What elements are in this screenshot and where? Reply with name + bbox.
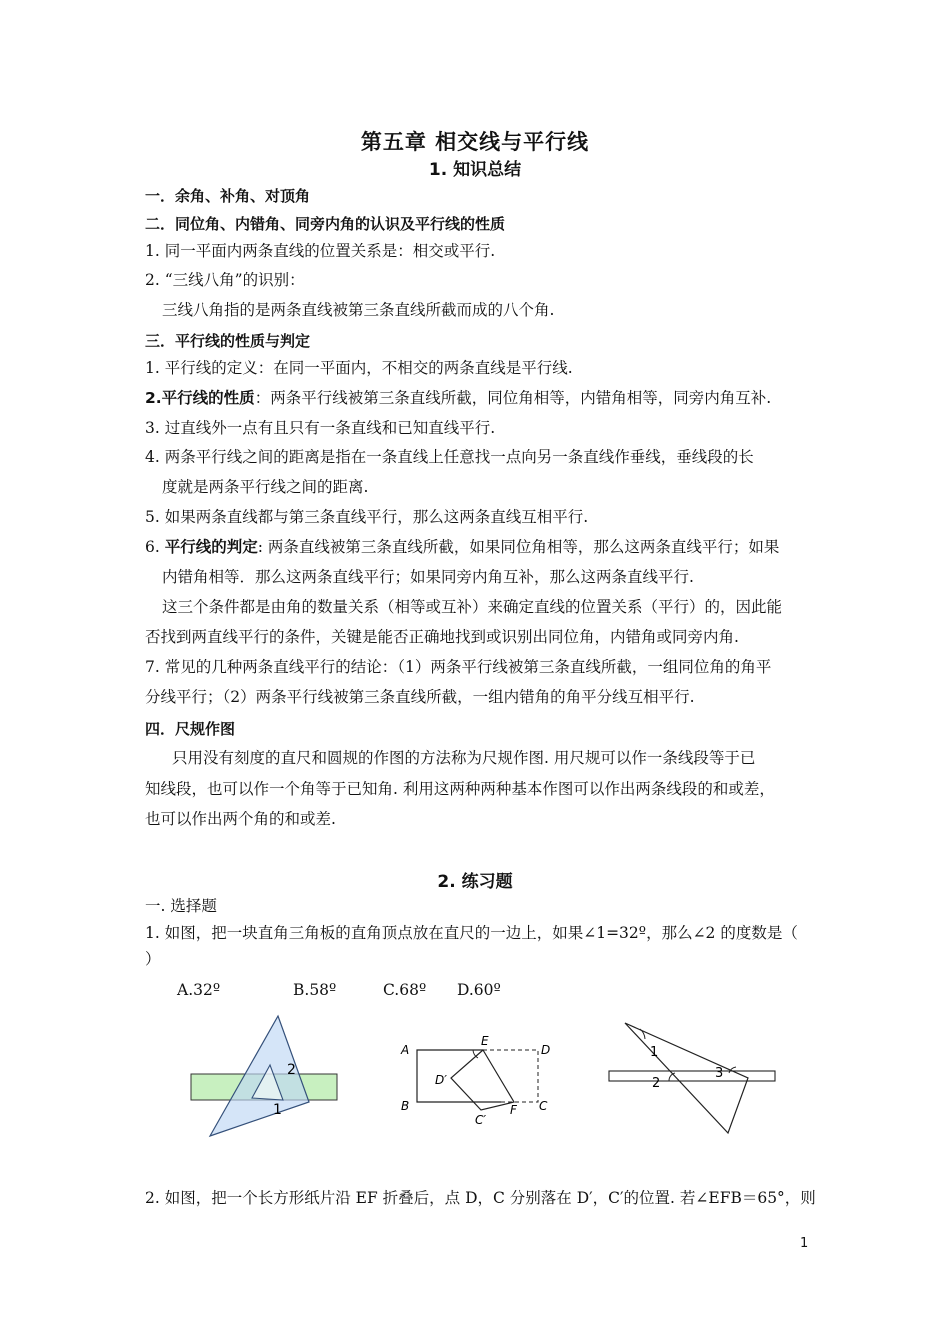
- point-label: B: [401, 1099, 410, 1113]
- paragraph: 3. 过直线外一点有且只有一条直线和已知直线平行.: [145, 419, 496, 437]
- part2-heading: 2. 练习题: [437, 872, 513, 892]
- point-label: D: [541, 1043, 551, 1057]
- section-heading-1: 一．余角、补角、对顶角: [145, 187, 311, 205]
- option-a: A.32º: [177, 981, 221, 999]
- figure-ruler-triangle: [185, 1010, 345, 1140]
- paragraph: [145, 537, 779, 557]
- option-c: C.68º: [383, 981, 427, 999]
- paragraph: 否找到两直线平行的条件，关键是能否正确地找到或识别出同位角，内错角或同旁内角.: [145, 628, 739, 646]
- paragraph: 4. 两条平行线之间的距离是指在一条直线上任意找一点向另一条直线作垂线，垂线段的长: [145, 448, 754, 466]
- part1-heading: 1. 知识总结: [428, 160, 522, 180]
- figure-folded-rectangle: [395, 1030, 565, 1130]
- point-label: D′: [435, 1073, 447, 1087]
- option-d: D.60º: [457, 981, 501, 999]
- bold-term: 2.平行线的性质: [145, 389, 255, 407]
- paragraph: 1. 平行线的定义：在同一平面内，不相交的两条直线是平行线.: [145, 359, 573, 377]
- point-label: A: [401, 1043, 410, 1057]
- section-heading-3: 三．平行线的性质与判定: [145, 332, 311, 350]
- rectangle-dashed: [483, 1050, 538, 1102]
- paragraph: 2. “三线八角”的识别：: [145, 271, 305, 289]
- paragraph: 内错角相等．那么这两条直线平行；如果同旁内角互补，那么这两条直线平行.: [162, 568, 694, 586]
- rectangle-edge: [417, 1050, 501, 1102]
- folded-part: [451, 1050, 514, 1110]
- paragraph-text: : 两条直线被第三条直线所截，如果同位角相等，那么这两条直线平行；如果: [257, 538, 780, 556]
- bold-term: 平行线的判定: [164, 538, 258, 556]
- item-number: 6.: [145, 538, 160, 556]
- paragraph: 分线平行；（2）两条平行线被第三条直线所截，一组内错角的角平分线互相平行.: [145, 688, 695, 706]
- paragraph: 也可以作出两个角的和或差.: [145, 810, 336, 828]
- point-label: C′: [475, 1113, 487, 1127]
- option-b: B.58º: [293, 981, 337, 999]
- angle-label: 2: [652, 1076, 661, 1091]
- page-number: 1: [800, 1236, 809, 1251]
- paragraph: [145, 388, 771, 408]
- question-1: 1. 如图，把一块直角三角板的直角顶点放在直尺的一边上，如果∠1=32º，那么∠2 的度数是（: [145, 924, 798, 942]
- paragraph: 三线八角指的是两条直线被第三条直线所截而成的八个角.: [162, 301, 555, 319]
- angle-label: 2: [287, 1062, 296, 1078]
- angle-label: 1: [273, 1102, 282, 1118]
- section-heading-2: 二．同位角、内错角、同旁内角的认识及平行线的性质: [145, 215, 506, 233]
- paragraph: 知线段，也可以作一个角等于已知角. 利用这两种两种基本作图可以作出两条线段的和或差，: [145, 780, 775, 798]
- paragraph: 只用没有刻度的直尺和圆规的作图的方法称为尺规作图. 用尺规可以作一条线段等于已: [172, 749, 756, 767]
- question-1-paren: ）: [145, 950, 161, 968]
- question-2: 2. 如图，把一个长方形纸片沿 EF 折叠后，点 D，C 分别落在 D′，C′的位置. 若∠EFB＝65°，则: [145, 1189, 816, 1207]
- angle-label: 3: [715, 1066, 724, 1081]
- page-title: 第五章 相交线与平行线: [360, 130, 590, 154]
- paragraph: 度就是两条平行线之间的距离.: [162, 478, 369, 496]
- angle-label: 1: [650, 1045, 659, 1060]
- paragraph: 5. 如果两条直线都与第三条直线平行，那么这两条直线互相平行.: [145, 508, 589, 526]
- paragraph: 1. 同一平面内两条直线的位置关系是：相交或平行.: [145, 242, 496, 260]
- paragraph-text: ：两条平行线被第三条直线所截，同位角相等，内错角相等，同旁内角互补.: [254, 389, 772, 407]
- section-heading-4: 四．尺规作图: [145, 720, 236, 738]
- figure-triangle-ruler: [605, 1015, 780, 1140]
- point-label: E: [481, 1034, 489, 1048]
- point-label: F: [510, 1103, 517, 1117]
- paragraph: 7. 常见的几种两条直线平行的结论：（1）两条平行线被第三条直线所截，一组同位角的角平: [145, 658, 772, 676]
- ruler-shape: [609, 1071, 775, 1081]
- point-label: C: [539, 1099, 548, 1113]
- exercise-section-label: 一. 选择题: [145, 897, 217, 915]
- paragraph: 这三个条件都是由角的数量关系（相等或互补）来确定直线的位置关系（平行）的，因此能: [162, 598, 783, 616]
